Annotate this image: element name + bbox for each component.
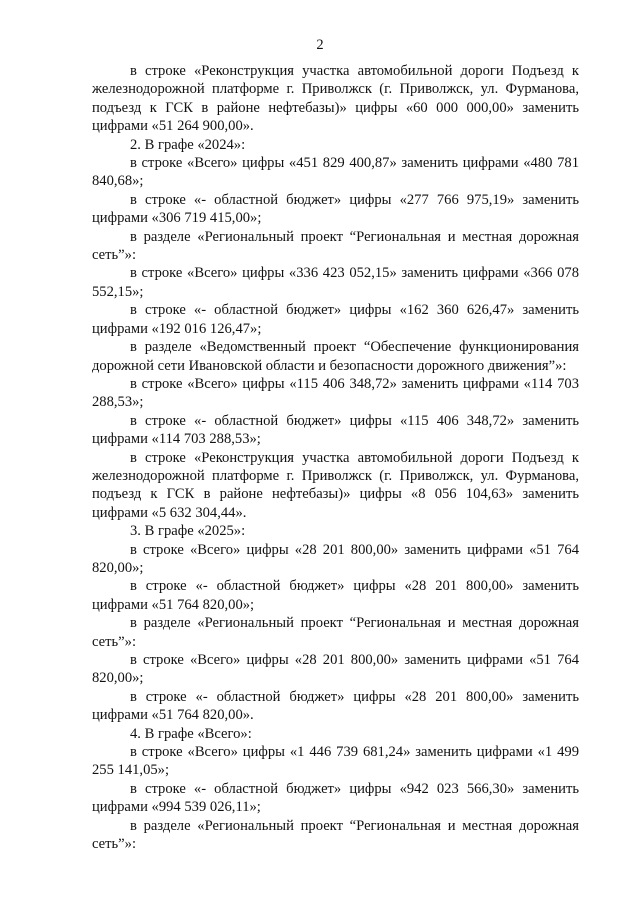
- section-heading-total: 4. В графе «Всего»:: [130, 725, 252, 742]
- paragraph-2024-departmental-project: в разделе «Ведомственный проект “Обеспечение функционирования дорожной сети Ивановской области и безопасности дорожного движения”»:: [92, 339, 579, 374]
- paragraph-2024-total: в строке «Всего» цифры «451 829 400,87» заменить цифрами «480 781 840,68»;: [92, 155, 579, 190]
- paragraph-2024-departmental-total: в строке «Всего» цифры «115 406 348,72» заменить цифрами «114 703 288,53»;: [92, 375, 579, 411]
- document-body: [92, 62, 579, 853]
- paragraph-total-total: в строке «Всего» цифры «1 446 739 681,24» заменить цифрами «1 499 255 141,05»;: [92, 744, 579, 779]
- paragraph-2024-departmental-budget: в строке «- областной бюджет» цифры «115 406 348,72» заменить цифрами «114 703 288,53»;: [92, 412, 579, 448]
- paragraph-2025-total: в строке «Всего» цифры «28 201 800,00» заменить цифрами «51 764 820,00»;: [92, 541, 579, 576]
- paragraph-2024-regional-project: в разделе «Региональный проект “Региональная и местная дорожная сеть”»:: [92, 228, 579, 264]
- paragraph-2025-regional-project: в разделе «Региональный проект “Региональная и местная дорожная сеть”»:: [92, 615, 579, 650]
- section-heading-2024: 2. В графе «2024»:: [130, 136, 246, 153]
- section-heading-2025: 3. В графе «2025»:: [130, 523, 246, 540]
- paragraph-2024-project-budget: в строке «- областной бюджет» цифры «162 360 626,47» заменить цифрами «192 016 126,47»;: [92, 302, 579, 337]
- page-number: 2: [316, 37, 324, 53]
- paragraph-2024-reconstruction: в строке «Реконструкция участка автомобильной дороги Подъезд к железнодорожной платформе г. Приволжск (г. Приволжск, ул. Фурманова, подъезд к ГСК в районе нефтебазы)» цифры «8 056 104,63» заменить цифрами «5 632 304,44».: [92, 449, 579, 521]
- paragraph-total-regional-budget: в строке «- областной бюджет» цифры «942 023 566,30» заменить цифрами «994 539 026,11»;: [92, 780, 579, 816]
- paragraph-2025-project-total: в строке «Всего» цифры «28 201 800,00» заменить цифрами «51 764 820,00»;: [92, 652, 579, 687]
- paragraph-reconstruction-2023: в строке «Реконструкция участка автомобильной дороги Подъезд к железнодорожной платформе г. Приволжск (г. Приволжск, ул. Фурманова, подъезд к ГСК в районе нефтебазы)» цифры «60 000 000,00» заменить цифрами «51 264 900,00».: [92, 63, 579, 135]
- paragraph-2025-project-budget: в строке «- областной бюджет» цифры «28 201 800,00» заменить цифрами «51 764 820,00».: [92, 688, 579, 724]
- paragraph-2025-regional-budget: в строке «- областной бюджет» цифры «28 201 800,00» заменить цифрами «51 764 820,00»;: [92, 578, 579, 613]
- paragraph-2024-project-total: в строке «Всего» цифры «336 423 052,15» заменить цифрами «366 078 552,15»;: [92, 265, 579, 300]
- paragraph-2024-regional-budget: в строке «- областной бюджет» цифры «277 766 975,19» заменить цифрами «306 719 415,00»;: [92, 191, 579, 227]
- paragraph-total-regional-project: в разделе «Региональный проект “Региональная и местная дорожная сеть”»:: [92, 817, 579, 853]
